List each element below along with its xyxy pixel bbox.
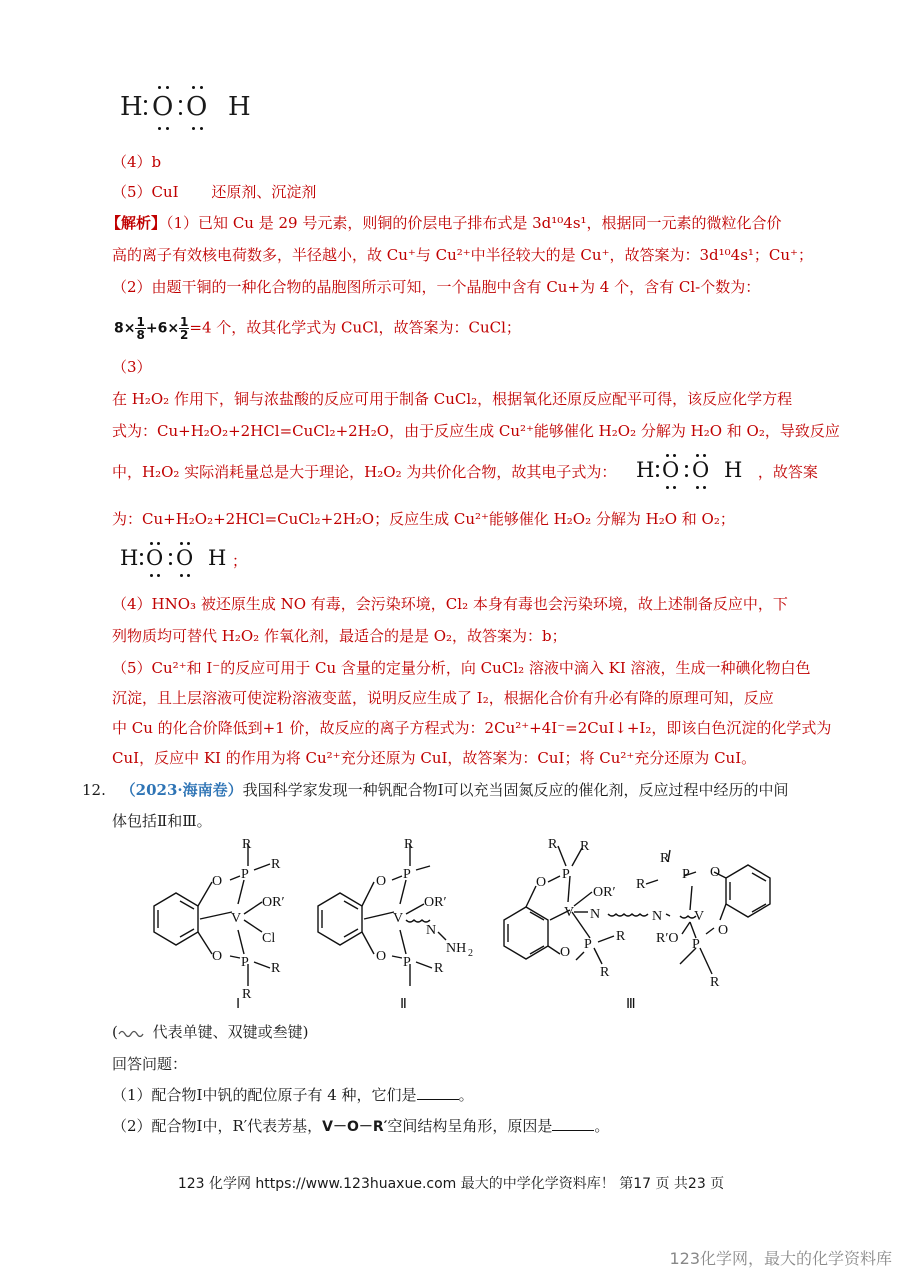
svg-text:P: P [403, 955, 411, 970]
analysis-p5d: CuI，反应中 KI 的作用为将 Cu²⁺充分还原为 CuI，故答案为：CuI；将 Cu²⁺充分还原为 CuI。 [112, 749, 757, 767]
answer-5-value: 还原剂、沉淀剂 [211, 183, 317, 201]
vanadium-complex-structures [140, 836, 840, 1016]
svg-text:R: R [434, 961, 444, 976]
svg-text:R′O: R′O [656, 931, 679, 946]
question-number: 12. [82, 781, 106, 799]
lewis-structure-answer: H O O H ； [120, 546, 250, 576]
svg-text:P: P [692, 937, 700, 952]
analysis-p1b: 高的离子有效核电荷数多，半径越小，故 Cu⁺与 Cu²⁺中半径较大的是 Cu⁺，故答案为：3d¹⁰4s¹；Cu⁺； [112, 246, 813, 264]
question-prompt: 回答问题： [112, 1055, 188, 1073]
struct-label-2: Ⅱ [400, 997, 407, 1012]
svg-text:O: O [710, 865, 721, 880]
svg-text:2: 2 [468, 948, 473, 959]
svg-text:P: P [403, 867, 411, 882]
struct-label-1: Ⅰ [236, 997, 241, 1012]
analysis-p3b: 式为：Cu+H₂O₂+2HCl=CuCl₂+2H₂O，由于反应生成 Cu²⁺能够催化 H₂O₂ 分解为 H₂O 和 O₂，导致反应 [112, 422, 840, 440]
svg-text:R: R [580, 839, 590, 854]
analysis-p4a: （4）HNO₃ 被还原生成 NO 有毒，会污染环境，Cl₂ 本身有毒也会污染环境，故上述制备反应中，下 [112, 595, 788, 613]
svg-text:N: N [590, 907, 601, 922]
lewis-o-2: O [186, 92, 209, 122]
svg-text:O: O [376, 949, 387, 964]
wavy-bond-icon [118, 1028, 148, 1038]
svg-text:O: O [212, 949, 223, 964]
analysis-p1: 【解析】（1）已知 Cu 是 29 号元素，则铜的价层电子排布式是 3d¹⁰4s¹，根据同一元素的微粒化合价 [106, 214, 782, 232]
svg-text:P: P [562, 867, 570, 882]
svg-text:O: O [560, 945, 571, 960]
page-footer: 123 化学网 https://www.123huaxue.com 最大的中学化学资料库！ 第17 页 共23 页 [177, 1176, 725, 1192]
analysis-tag: 【解析】 [106, 214, 167, 232]
svg-text:V: V [393, 911, 404, 926]
question-1: （1）配合物Ⅰ中钒的配位原子有 4 种，它们是 。 [112, 1086, 474, 1104]
svg-text:R: R [242, 987, 252, 1002]
svg-text:R: R [548, 837, 558, 852]
svg-text:V: V [564, 905, 575, 920]
svg-text:N: N [426, 923, 437, 938]
structure-note: ( 代表单键、双键或叁键) [112, 1023, 309, 1041]
lewis-h-right: H [228, 92, 252, 122]
svg-text:P: P [241, 955, 249, 970]
lewis-o-1: O [152, 92, 175, 122]
svg-text:R: R [242, 837, 252, 852]
analysis-p5b: 沉淀，且上层溶液可使淀粉溶液变蓝，说明反应生成了 I₂，根据化合价有升必有降的原理可知，反应 [112, 689, 774, 707]
analysis-p4b: 列物质均可替代 H₂O₂ 作氧化剂，最适合的是是 O₂，故答案为：b； [112, 627, 567, 645]
lewis-h-left: H [120, 92, 144, 122]
svg-text:R: R [660, 851, 670, 866]
lewis-structure-top [120, 92, 260, 132]
question-source: （2023·海南卷） [120, 781, 243, 799]
fraction-one-eighth: $\frac{1}{8}$ [136, 315, 145, 342]
svg-text:R: R [616, 929, 626, 944]
svg-text:OR′: OR′ [593, 885, 616, 900]
svg-text:R: R [710, 975, 720, 990]
svg-text:V: V [231, 911, 242, 926]
svg-text:Cl: Cl [262, 931, 276, 946]
watermark: 123化学网，最大的化学资料库 [669, 1249, 892, 1268]
svg-text:N: N [652, 909, 663, 924]
svg-text:NH: NH [446, 941, 467, 956]
svg-text:R: R [636, 877, 646, 892]
answer-blank-1[interactable] [417, 1085, 459, 1100]
svg-text:R: R [600, 965, 610, 980]
analysis-p2-expression: 8× $\frac{1}{8}$ +6× $\frac{1}{2}$ =4 个，故其化学式为 CuCl，故答案为：CuCl； [114, 315, 521, 342]
struct-label-3: Ⅲ [626, 997, 636, 1012]
analysis-p3-label: （3） [112, 358, 152, 376]
svg-text:R: R [271, 961, 281, 976]
analysis-p5a: （5）Cu²⁺和 I⁻的反应可用于 Cu 含量的定量分析，向 CuCl₂ 溶液中滴入 KI 溶液，生成一种碘化物白色 [112, 659, 811, 677]
analysis-p3d: 为：Cu+H₂O₂+2HCl=CuCl₂+2H₂O；反应生成 Cu²⁺能够催化 H₂O₂ 分解为 H₂O 和 O₂； [112, 510, 735, 528]
svg-text:P: P [584, 937, 592, 952]
svg-text:O: O [536, 875, 547, 890]
question-12-line2: 体包括Ⅱ和Ⅲ。 [112, 812, 212, 830]
analysis-p3c: 中，H₂O₂ 实际消耗量总是大于理论，H₂O₂ 为共价化合物，故其电子式为： ，故答案 [112, 463, 818, 481]
question-2: （2）配合物Ⅰ中，R′代表芳基，V－O－R′空间结构呈角形，原因是 。 [112, 1117, 610, 1135]
svg-text:V: V [694, 909, 705, 924]
question-12-line1: 12. （2023·海南卷）我国科学家发现一种钒配合物Ⅰ可以充当固氮反应的催化剂，反应过程中经历的中间 [82, 781, 789, 799]
answer-blank-2[interactable] [552, 1116, 594, 1131]
fraction-one-half: $\frac{1}{2}$ [180, 315, 189, 342]
answer-5 [112, 182, 316, 202]
svg-text:P: P [241, 867, 249, 882]
svg-text:P: P [682, 867, 690, 882]
svg-text:O: O [212, 874, 223, 889]
analysis-p5c: 中 Cu 的化合价降低到+1 价，故反应的离子方程式为：2Cu²⁺+4I⁻=2CuI↓+I₂，即该白色沉淀的化学式为 [112, 719, 832, 737]
svg-text:OR′: OR′ [424, 895, 447, 910]
lewis-structure-inline: H O O H [636, 458, 766, 488]
answer-4: （4）b [112, 153, 162, 171]
analysis-p3a: 在 H₂O₂ 作用下，铜与浓盐酸的反应可用于制备 CuCl₂，根据氧化还原反应配平可得，该反应化学方程 [112, 390, 793, 408]
formula-v-o-r: V－O－R′ [322, 1119, 388, 1135]
svg-text:O: O [376, 874, 387, 889]
svg-text:R: R [404, 837, 414, 852]
analysis-p2: （2）由题干铜的一种化合物的晶胞图所示可知，一个晶胞中含有 Cu+为 4 个，含有 Cl-个数为： [112, 278, 761, 296]
svg-text:R: R [271, 857, 281, 872]
svg-text:OR′: OR′ [262, 895, 285, 910]
answer-5-label: （5）CuI [112, 183, 179, 201]
svg-text:O: O [718, 923, 729, 938]
